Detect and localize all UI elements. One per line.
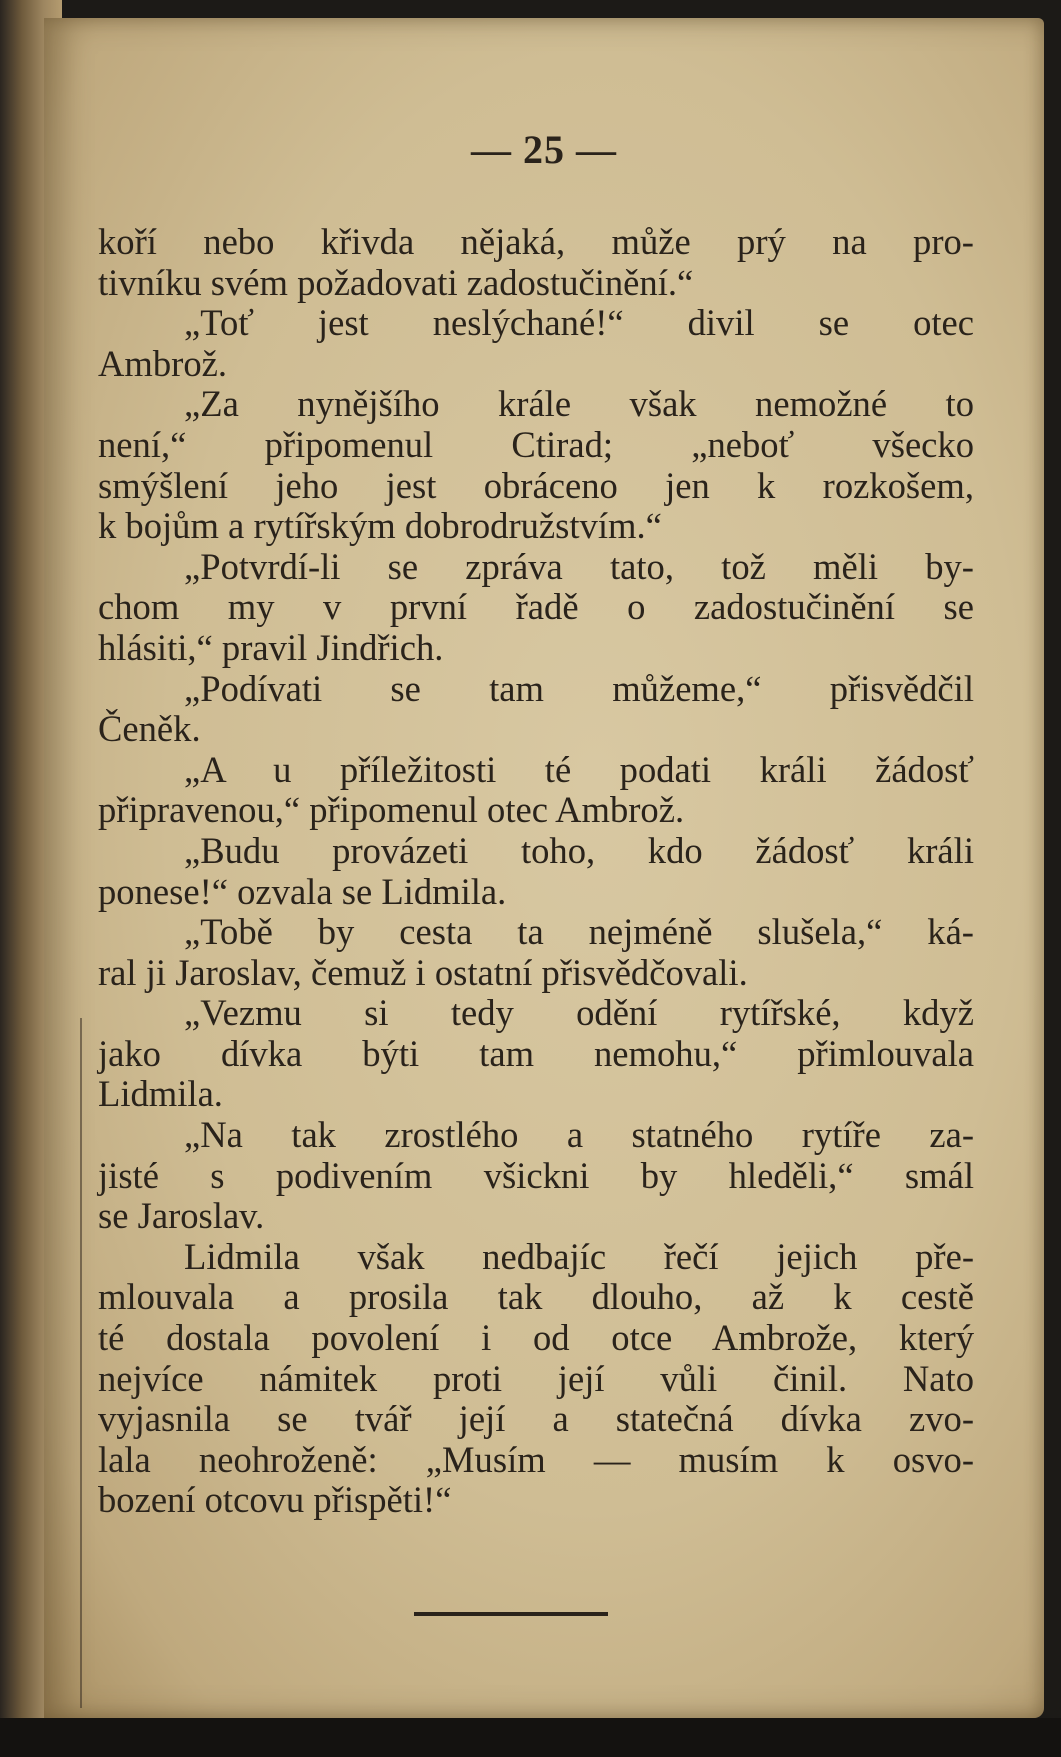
text-line: lala neohroženě: „Musím — musím k osvo- bbox=[98, 1438, 974, 1480]
text-line: Ambrož. bbox=[98, 342, 228, 384]
text-line: jako dívka býti tam nemohu,“ přimlouvala bbox=[98, 1032, 974, 1074]
text-line: „A u příležitosti té podati králi žádosť bbox=[184, 748, 974, 790]
text-line: koří nebo křivda nějaká, může prý na pro- bbox=[98, 221, 974, 262]
text-line: Čeněk. bbox=[98, 708, 201, 750]
text-line: se Jaroslav. bbox=[98, 1195, 265, 1237]
text-line: připravenou,“ připomenul otec Ambrož. bbox=[98, 789, 685, 831]
text-line: bození otcovu přispěti!“ bbox=[98, 1479, 452, 1521]
text-line: té dostala povolení i od otce Ambrože, který bbox=[98, 1317, 974, 1359]
text-line: „Potvrdí-li se zpráva tato, tož měli by- bbox=[184, 545, 974, 587]
end-rule bbox=[414, 1612, 608, 1616]
text-line: „Tobě by cesta ta nejméně slušela,“ ká- bbox=[184, 911, 974, 953]
text-line: není,“ připomenul Ctirad; „neboť všecko bbox=[98, 423, 974, 465]
scan-bottom-edge bbox=[0, 1718, 1061, 1757]
text-line: „Vezmu si tedy odění rytířské, když bbox=[184, 992, 974, 1034]
text-line: „Na tak zrostlého a statného rytíře za- bbox=[184, 1114, 974, 1156]
text-line: vyjasnila se tvář její a statečná dívka zvo- bbox=[98, 1398, 974, 1440]
text-line: „Toť jest neslýchané!“ divil se otec bbox=[184, 302, 974, 344]
text-line: Lidmila. bbox=[98, 1073, 223, 1115]
body-text bbox=[98, 222, 974, 1521]
text-line: tivníku svém požadovati zadostučinění.“ bbox=[98, 261, 694, 303]
text-line: hlásiti,“ pravil Jindřich. bbox=[98, 626, 444, 668]
margin-mark bbox=[80, 1018, 82, 1708]
text-line: „Podívati se tam můžeme,“ přisvědčil bbox=[184, 667, 974, 709]
text-line: ponese!“ ozvala se Lidmila. bbox=[98, 870, 507, 912]
text-line: nejvíce námitek proti její vůli činil. Nato bbox=[98, 1357, 974, 1399]
text-line: smýšlení jeho jest obráceno jen k rozkošem, bbox=[98, 464, 974, 506]
text-line: mlouvala a prosila tak dlouho, až k cestě bbox=[98, 1276, 974, 1318]
text-line: k bojům a rytířským dobrodružstvím.“ bbox=[98, 505, 662, 547]
text-line: ral ji Jaroslav, čemuž i ostatní přisvědčovali. bbox=[98, 951, 748, 993]
text-line: „Budu provázeti toho, kdo žádosť králi bbox=[184, 829, 974, 871]
text-line: jisté s podivením všickni by hleděli,“ smál bbox=[98, 1154, 974, 1196]
text-line: Lidmila však nedbajíc řečí jejich pře- bbox=[184, 1235, 974, 1277]
book-page bbox=[44, 18, 1044, 1718]
page-number: — 25 — bbox=[471, 127, 617, 172]
text-line: chom my v první řadě o zadostučinění se bbox=[98, 586, 974, 628]
text-line: „Za nynějšího krále však nemožné to bbox=[184, 383, 974, 425]
